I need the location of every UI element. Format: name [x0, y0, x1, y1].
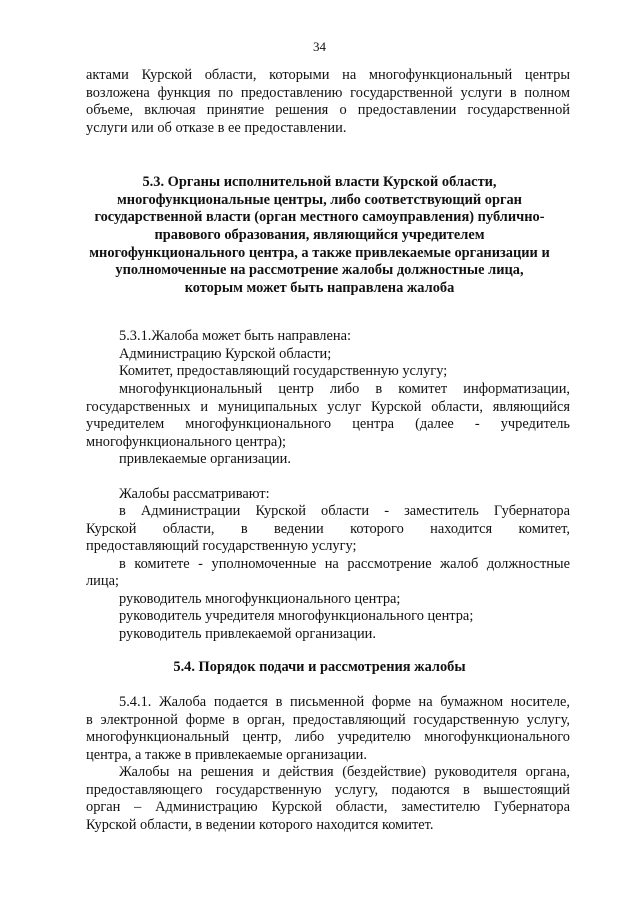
- complaints-line-1: Жалобы на решения и действия (бездействие) руководителя органа,: [119, 764, 570, 780]
- consider-line-5: в комитете - уполномоченные на рассмотрение жалоб должностные: [119, 556, 570, 572]
- consider-line-7: руководитель многофункционального центра;: [119, 591, 401, 607]
- s531-line-7: многофункционального центра);: [86, 434, 287, 450]
- heading-5-4: 5.4. Порядок подачи и рассмотрения жалобы: [173, 659, 466, 675]
- consider-line-6: лица;: [86, 573, 119, 589]
- s541-line-2: в электронной форме в орган, предоставляющий государственную услугу,: [86, 712, 570, 728]
- heading-5-3-line-6: уполномоченные на рассмотрение жалобы должностные лица,: [115, 262, 524, 278]
- heading-5-3-line-4: правового образования, являющийся учредителем: [154, 227, 485, 243]
- s541-line-3: многофункциональный центр, либо учредителю многофункционального: [86, 729, 570, 745]
- consider-line-9: руководитель привлекаемой организации.: [119, 626, 376, 642]
- s531-line-1: 5.3.1.Жалоба может быть направлена:: [119, 328, 351, 344]
- heading-5-3-line-3: государственной власти (орган местного самоуправления) публично-: [94, 209, 545, 225]
- s531-line-6: учредителем многофункционального центра (далее - учредитель: [86, 416, 570, 432]
- intro-line-4: услуги или об отказе в ее предоставлении.: [86, 120, 347, 136]
- complaints-line-4: Курской области, в ведении которого находится комитет.: [86, 817, 434, 833]
- consider-line-8: руководитель учредителя многофункционального центра;: [119, 608, 474, 624]
- consider-line-1: Жалобы рассматривают:: [119, 486, 270, 502]
- complaints-line-2: предоставляющего государственную услугу, подаются в вышестоящий: [86, 782, 570, 798]
- heading-5-3-line-5: многофункционального центра, а также привлекаемые организации и: [89, 245, 550, 261]
- heading-5-3-line-7: которым может быть направлена жалоба: [184, 280, 455, 296]
- complaints-line-3: орган – Администрацию Курской области, заместителю Губернатора: [86, 799, 570, 815]
- page-number: 34: [313, 39, 326, 54]
- heading-5-3-line-2: многофункциональные центры, либо соответствующий орган: [117, 192, 522, 208]
- s531-line-8: привлекаемые организации.: [119, 451, 291, 467]
- s531-line-3: Комитет, предоставляющий государственную услугу;: [119, 363, 448, 379]
- heading-5-3-line-1: 5.3. Органы исполнительной власти Курской области,: [142, 174, 497, 190]
- s531-line-5: государственных и муниципальных услуг Курской области, являющийся: [86, 399, 570, 415]
- s541-line-1: 5.4.1. Жалоба подается в письменной форме на бумажном носителе,: [119, 694, 570, 710]
- s531-line-4: многофункциональный центр либо в комитет информатизации,: [119, 381, 570, 397]
- consider-line-3: Курской области, в ведении которого находится комитет,: [86, 521, 570, 537]
- s531-line-2: Администрацию Курской области;: [119, 346, 332, 362]
- s541-line-4: центра, а также в привлекаемые организации.: [86, 747, 367, 763]
- intro-line-3: объеме, включая принятие решения о предоставлении государственной: [86, 102, 570, 118]
- consider-line-4: предоставляющий государственную услугу;: [86, 538, 357, 554]
- intro-line-1: актами Курской области, которыми на многофункциональный центры: [86, 67, 570, 83]
- intro-line-2: возложена функция по предоставлению государственной услуги в полном: [86, 85, 570, 101]
- consider-line-2: в Администрации Курской области - заместитель Губернатора: [119, 503, 570, 519]
